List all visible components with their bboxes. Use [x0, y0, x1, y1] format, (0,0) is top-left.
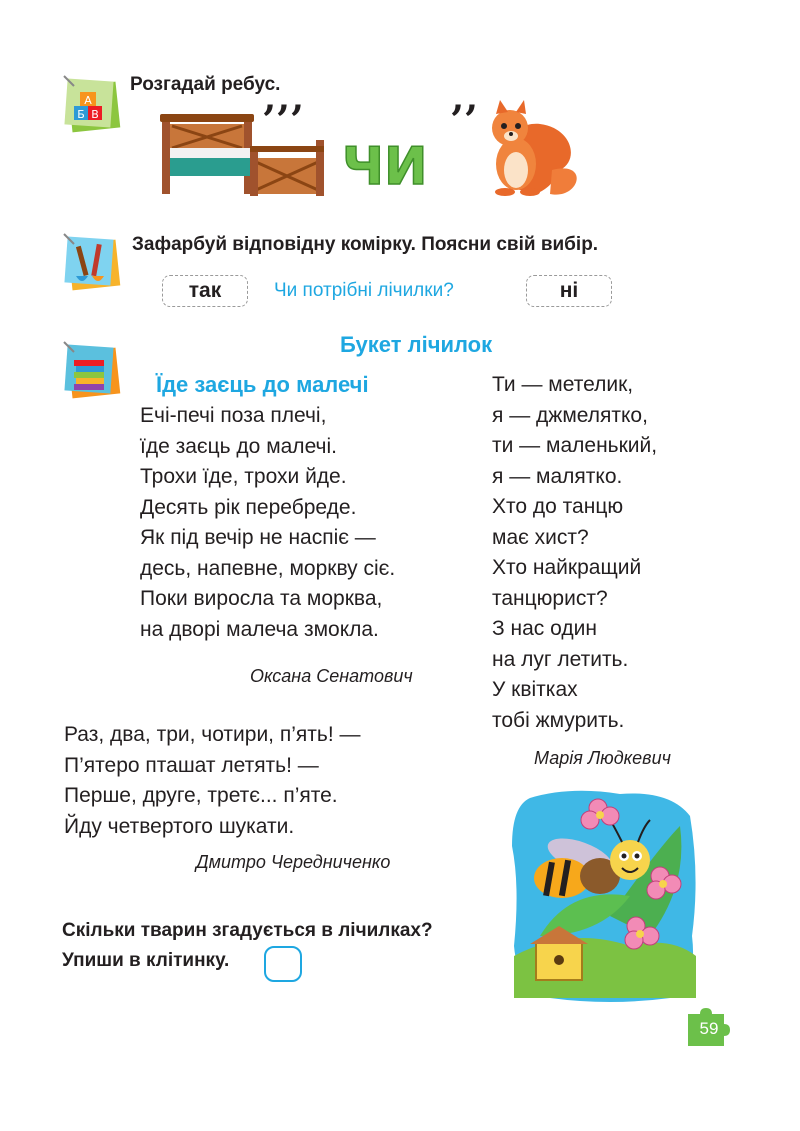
- rebus-syllable: ЧИ: [342, 137, 428, 197]
- svg-text:’’’: ’’’: [262, 100, 304, 144]
- poem2-text: [492, 370, 657, 736]
- poem-line: на дворі малеча змокла.: [140, 617, 379, 641]
- task1-title: Розгадай ребус.: [130, 74, 281, 95]
- poem1-title: Їде заєць до малечі: [156, 372, 369, 397]
- poem-line: З нас один: [492, 617, 597, 640]
- poem-line: Ти — метелик,: [492, 373, 634, 396]
- poem-line: Трохи їде, трохи йде.: [140, 465, 347, 488]
- poem3-author: Дмитро Чередниченко: [196, 852, 391, 872]
- poem-line: їде заєць до малечі.: [140, 434, 337, 458]
- paintbrush-icon: [62, 232, 124, 294]
- svg-text:В: В: [91, 108, 99, 121]
- svg-text:Б: Б: [77, 108, 85, 121]
- poem-line: Перше, друге, третє... п’яте.: [64, 784, 338, 807]
- bed-icon: [160, 100, 600, 200]
- question-line-2: Упиши в клітинку.: [62, 950, 230, 971]
- svg-text:’’: ’’: [450, 100, 478, 144]
- books-icon: [62, 340, 124, 402]
- poem-line: Хто до танцю: [492, 495, 624, 518]
- poem-line: Раз, два, три, чотири, п’ять! —: [64, 723, 361, 746]
- squirrel-icon: [492, 100, 577, 196]
- poem-line: Йду четвертого шукати.: [64, 814, 295, 838]
- poem3-text: [64, 720, 361, 842]
- poem-line: на луг летить.: [492, 647, 629, 671]
- poem-line: тобі жмурить.: [492, 708, 625, 732]
- poem2-author: Марія Людкевич: [534, 748, 671, 768]
- no-cell[interactable]: ні: [526, 275, 612, 307]
- page-number: 59: [699, 1019, 719, 1038]
- poem-line: ти — маленький,: [492, 434, 658, 457]
- poem-line: має хист?: [492, 525, 589, 549]
- poem1-author: Оксана Сенатович: [250, 666, 413, 686]
- section-title: Букет лічилок: [340, 332, 493, 357]
- poem-line: Ечі-печі поза плечі,: [140, 404, 327, 427]
- poem-line: десь, напевне, моркву сіє.: [140, 556, 396, 580]
- page-number-badge: [684, 1008, 732, 1053]
- question-line-1: Скільки тварин згадується в лічилках?: [62, 920, 433, 941]
- poem-line: Хто найкращий: [492, 556, 642, 579]
- poem-line: танцюрист?: [492, 586, 608, 610]
- poem-line: я — джмелятко,: [492, 403, 648, 427]
- answer-box[interactable]: [264, 946, 302, 982]
- poem-line: Поки виросла та морква,: [140, 587, 383, 610]
- task1-icon: [62, 74, 124, 141]
- task2-title: Зафарбуй відповідну комірку. Поясни свій вибір.: [132, 234, 599, 255]
- poem1-text: [140, 401, 395, 645]
- bee-illustration: [510, 786, 700, 1009]
- poem-line: П’ятеро пташат летять! —: [64, 753, 319, 777]
- svg-text:А: А: [84, 94, 92, 107]
- yes-cell[interactable]: так: [162, 275, 248, 307]
- poem-line: я — малятко.: [492, 464, 623, 488]
- poem-line: Як під вечір не наспіє —: [140, 526, 376, 549]
- question-text: Чи потрібні лічилки?: [274, 280, 454, 301]
- abc-blocks-icon: [62, 74, 124, 136]
- rebus: [160, 100, 600, 205]
- bee-icon: [510, 786, 700, 1004]
- task3-icon: [62, 340, 124, 407]
- task2-icon: [62, 232, 124, 299]
- poem-line: Десять рік перебреде.: [140, 495, 357, 519]
- poem-line: У квітках: [492, 678, 578, 701]
